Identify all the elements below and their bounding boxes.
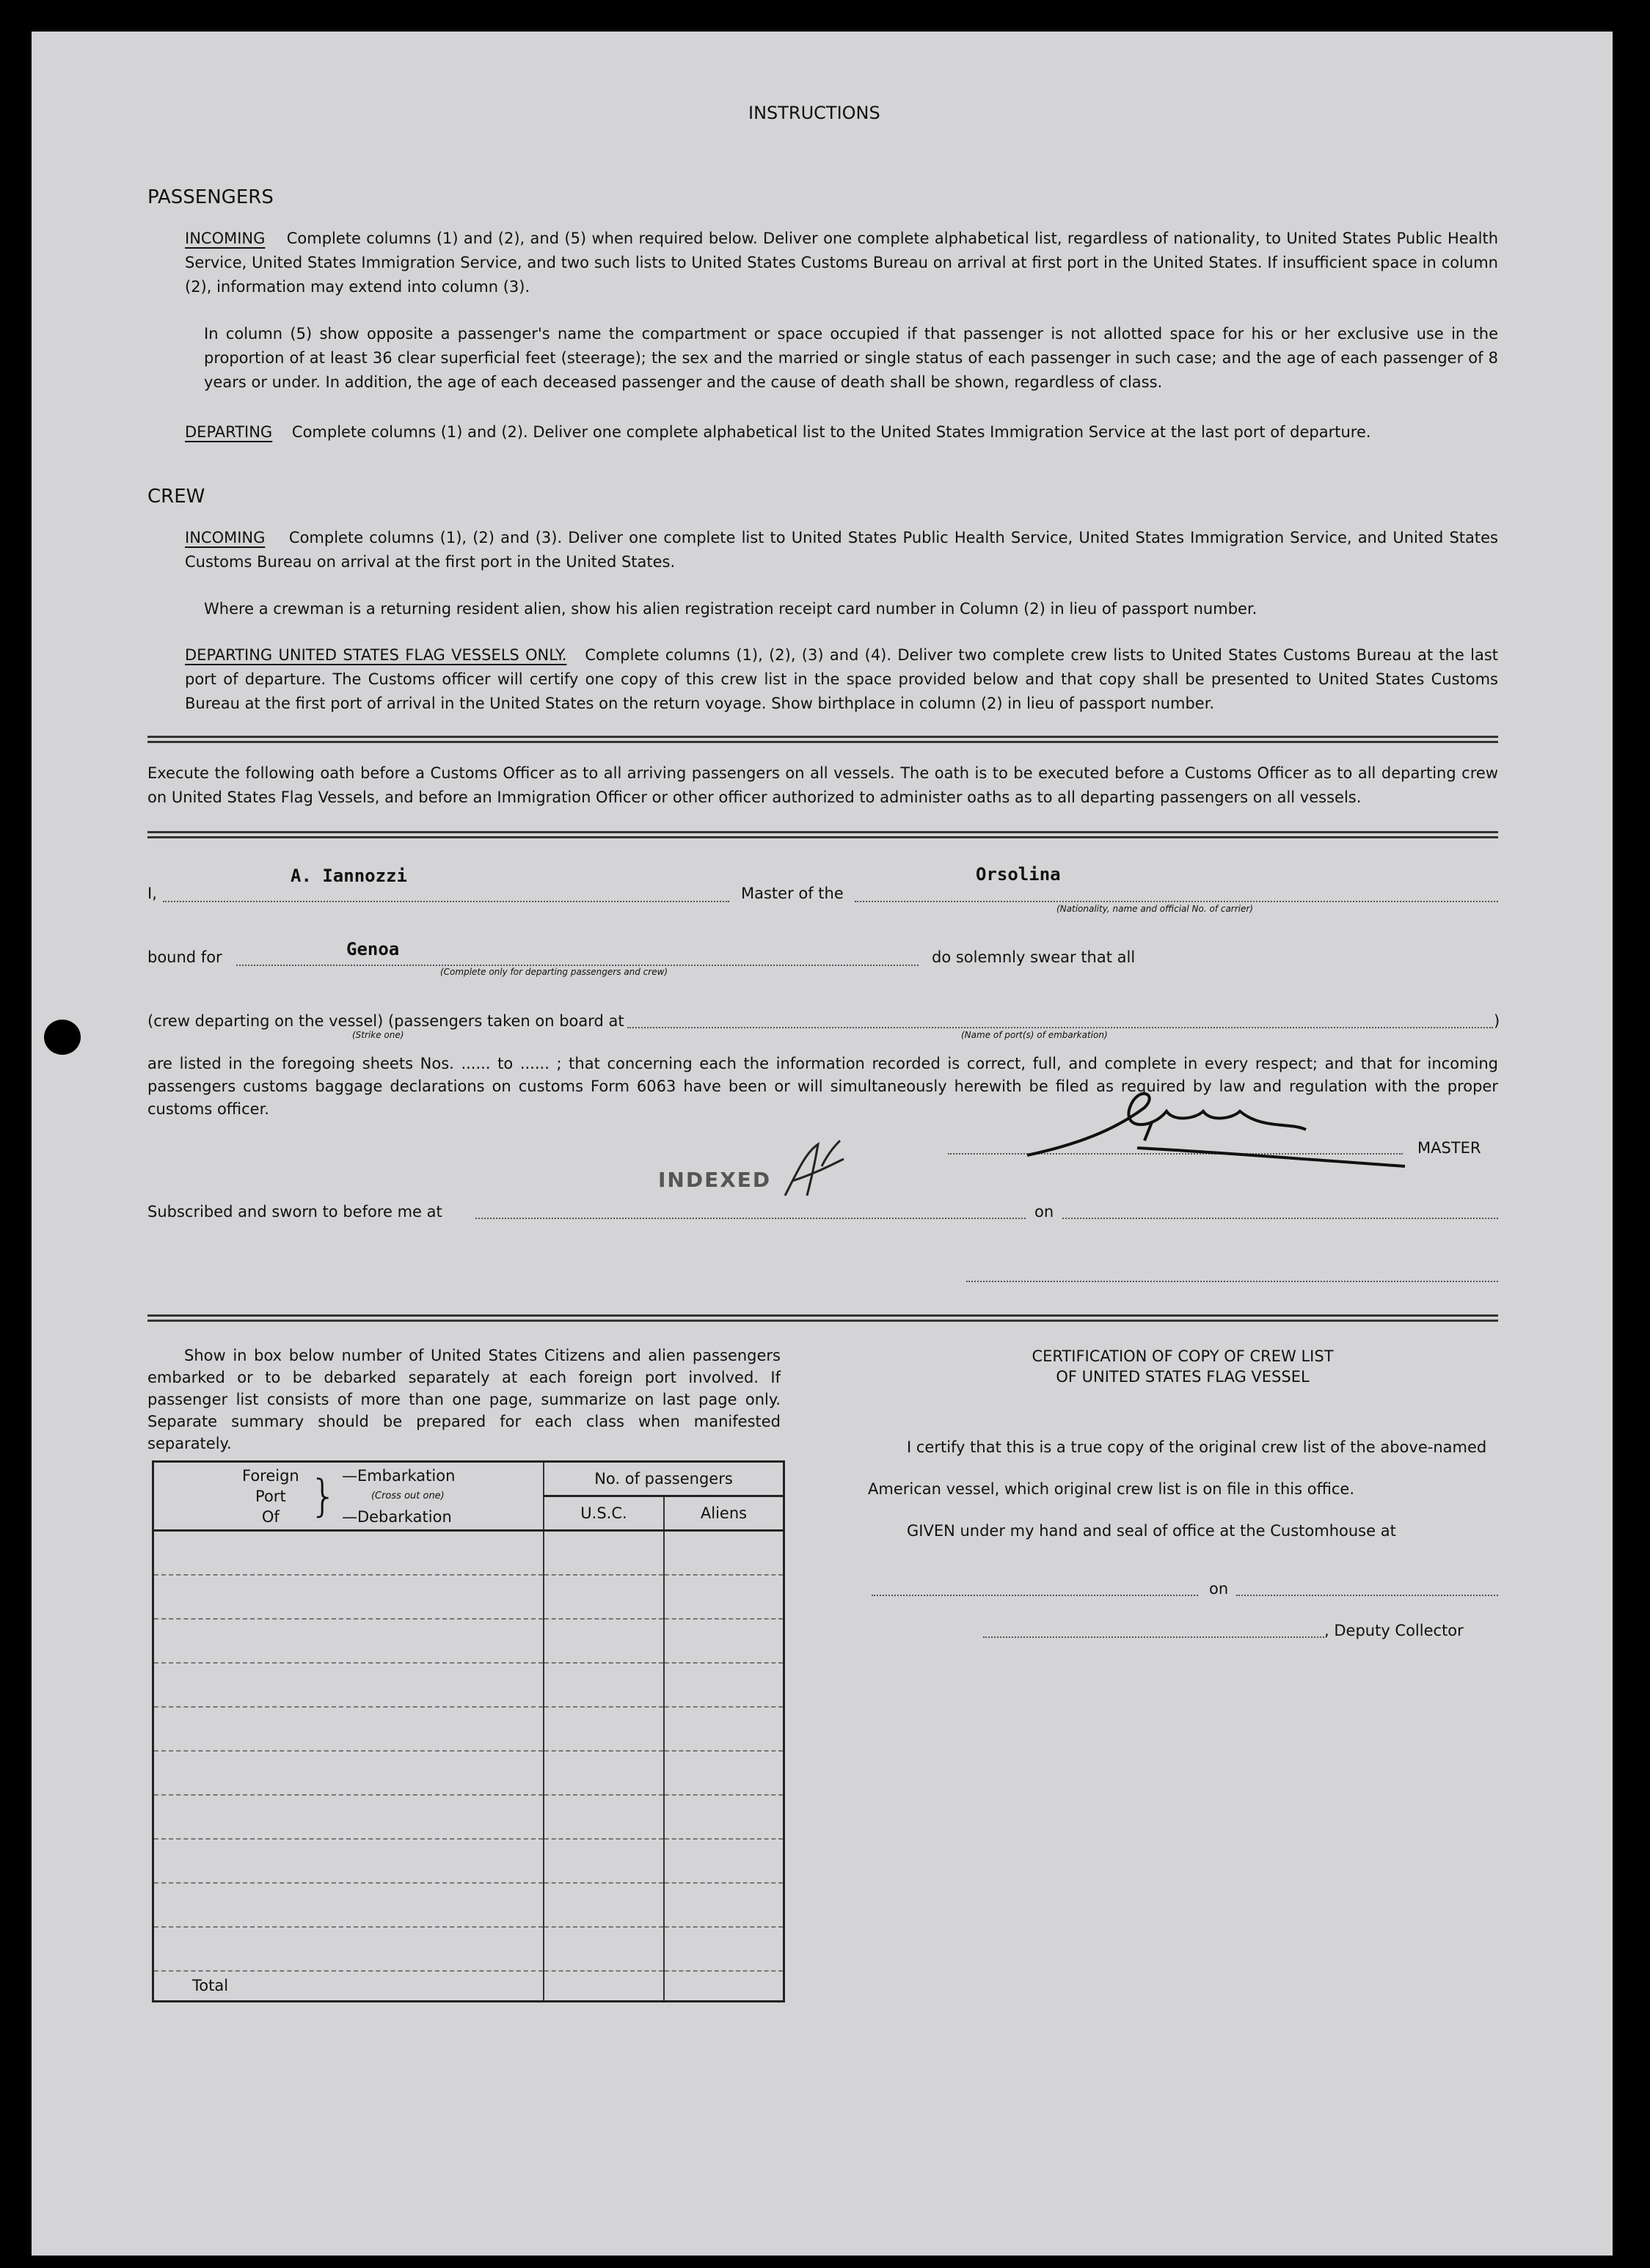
departing-text: Complete columns (1) and (2). Deliver one complete alphabetical list to the United States Immigration Service at the last port of departure.: [291, 423, 1371, 441]
passengers-departing: [185, 420, 1498, 445]
crew-departing: [185, 643, 1498, 716]
table-row[interactable]: [153, 1795, 784, 1839]
cross-out-label: (Cross out one): [370, 1490, 445, 1501]
master-label: MASTER: [1417, 1139, 1481, 1157]
customhouse-field[interactable]: [872, 1595, 1198, 1596]
embarkation-port-field[interactable]: [627, 1027, 1493, 1028]
vessel-field[interactable]: [855, 901, 1498, 902]
master-name-field[interactable]: [163, 901, 729, 902]
crew-incoming: [185, 526, 1498, 574]
vessel-name: Orsolina: [976, 864, 1061, 885]
crew-line: (crew departing on the vessel) (passengers taken on board at: [147, 1012, 624, 1030]
certification-title-1: CERTIFICATION OF COPY OF CREW LIST: [1032, 1347, 1334, 1365]
crew-heading: CREW: [147, 486, 205, 508]
passengers-heading: PASSENGERS: [147, 186, 274, 208]
strike-caption: (Strike one): [352, 1030, 404, 1040]
foreign-label: Foreign: [242, 1466, 299, 1485]
total-row[interactable]: [153, 1971, 784, 2002]
certification-on: on: [1209, 1580, 1229, 1598]
oath-intro: Execute the following oath before a Customs Officer as to all arriving passengers on all vessels. The oath is to be executed before a Customs Officer as to all departing crew on United States Flag Vessels, and before an Immigration Officer or other officer authorized to administer oaths as to all departing passengers on all vessels.: [147, 764, 1498, 806]
oath-i-label: I,: [147, 885, 157, 902]
punch-hole: [44, 1020, 81, 1055]
bound-for-label: bound for: [147, 948, 222, 966]
bound-for-field[interactable]: [236, 965, 919, 966]
certification-line-1: I certify that this is a true copy of the original crew list of the above-named: [907, 1438, 1487, 1456]
passenger-summary-table: Foreign Port Of } —Embarkation (Cross out one) —Debarkation No. of passengers U.S.C. Aliens Total: [152, 1460, 785, 2002]
initials-mark: [778, 1137, 851, 1203]
divider: [147, 736, 1498, 743]
table-row[interactable]: [153, 1531, 784, 1576]
divider: [147, 1314, 1498, 1322]
signature: [1020, 1078, 1416, 1174]
aliens-header: Aliens: [664, 1496, 784, 1531]
listed-text: are listed in the foregoing sheets Nos. ...... to ...... ; that concerning each the information recorded is correct, full, and complete in every respect; and that for incoming passengers customs baggage declarations on customs Form 6063 have been or will simultaneously herewith be filed as required by law and regulation with the proper customs officer.: [147, 1055, 1498, 1118]
master-of-label: Master of the: [741, 885, 844, 902]
crew-incoming-text: Complete columns (1), (2) and (3). Deliver one complete list to United States Public Health Service, United States Immigration Service, and United States Customs Bureau on arrival at the first port in the United States.: [185, 529, 1498, 571]
incoming-text: Complete columns (1) and (2), and (5) when required below. Deliver one complete alphabetical list, regardless of nationality, to United States Public Health Service, United States Immigration Service, and two such lists to United States Customs Bureau on arrival at first port in the United States. If insufficient space in column (2), information may extend into column (3).: [185, 230, 1498, 296]
no-passengers-header: No. of passengers: [544, 1462, 784, 1496]
table-row[interactable]: [153, 1619, 784, 1663]
port-caption: (Name of port(s) of embarkation): [961, 1030, 1108, 1040]
crew-departing-label: DEPARTING UNITED STATES FLAG VESSELS ONLY.: [185, 646, 567, 664]
total-label: Total: [192, 1977, 229, 1994]
incoming-label: INCOMING: [185, 230, 266, 247]
embarkation-label: —Embarkation: [341, 1466, 456, 1485]
table-row[interactable]: [153, 1927, 784, 1971]
master-name: A. Iannozzi: [291, 866, 407, 886]
bound-for-value: Genoa: [346, 939, 400, 959]
certification-title-2: OF UNITED STATES FLAG VESSEL: [1056, 1368, 1310, 1386]
debarkation-label: —Debarkation: [341, 1507, 452, 1526]
summary-instructions: Show in box below number of United States Citizens and alien passengers embarked or to be debarked separately at each foreign port involved. If passenger list consists of more than one page, summarize on last page only. Separate summary should be prepared for each class when manifested separately.: [147, 1347, 781, 1452]
page-title: INSTRUCTIONS: [748, 103, 880, 123]
table-row[interactable]: [153, 1883, 784, 1927]
table-row[interactable]: [153, 1575, 784, 1619]
crew-incoming-label: INCOMING: [185, 529, 266, 546]
sworn-place-field[interactable]: [475, 1218, 1026, 1219]
vessel-caption: (Nationality, name and official No. of carrier): [1056, 904, 1254, 914]
subscribed-label: Subscribed and sworn to before me at: [147, 1203, 442, 1221]
certification-line-2: American vessel, which original crew list is on file in this office.: [868, 1480, 1355, 1498]
departing-label: DEPARTING: [185, 423, 273, 441]
sworn-date-field[interactable]: [1062, 1218, 1498, 1219]
port-label: Port: [255, 1487, 286, 1505]
crew-resident-text: Where a crewman is a returning resident alien, show his alien registration receipt card number in Column (2) in lieu of passport number.: [204, 600, 1257, 618]
divider: [147, 831, 1498, 838]
on-label: on: [1034, 1203, 1054, 1221]
officer-signature-field[interactable]: [966, 1281, 1498, 1282]
of-label: Of: [261, 1507, 280, 1526]
column5-text: In column (5) show opposite a passenger's name the compartment or space occupied if that passenger is not allotted space for his or her exclusive use in the proportion of at least 36 clear superficial feet (steerage); the sex and the married or single status of each passenger in such case; and the age of each passenger of 8 years or under. In addition, the age of each deceased passenger and the cause of death shall be shown, regardless of class.: [204, 325, 1498, 391]
swear-text: do solemnly swear that all: [932, 948, 1136, 966]
table-row[interactable]: [153, 1839, 784, 1883]
table-row[interactable]: [153, 1751, 784, 1795]
crew-departing-text: Complete columns (1), (2), (3) and (4). Deliver two complete crew lists to United States Customs Bureau at the last port of departure. The Customs officer will certify one copy of this crew list in the space provided below and that copy shall be presented to United States Customs Bureau at the first port of arrival in the United States on the return voyage. Show birthplace in column (2) in lieu of passport number.: [185, 646, 1498, 712]
usc-header: U.S.C.: [544, 1496, 664, 1531]
indexed-stamp: INDEXED: [658, 1168, 772, 1192]
certification-date-field[interactable]: [1236, 1595, 1498, 1596]
table-row[interactable]: [153, 1663, 784, 1707]
passengers-incoming: [185, 227, 1498, 299]
table-row[interactable]: [153, 1707, 784, 1751]
bound-caption: (Complete only for departing passengers and crew): [440, 967, 668, 977]
deputy-collector-label: , Deputy Collector: [1324, 1622, 1464, 1639]
certification-line-3: GIVEN under my hand and seal of office at the Customhouse at: [907, 1522, 1396, 1540]
deputy-signature-field[interactable]: [983, 1636, 1324, 1638]
close-paren: ): [1494, 1012, 1500, 1030]
